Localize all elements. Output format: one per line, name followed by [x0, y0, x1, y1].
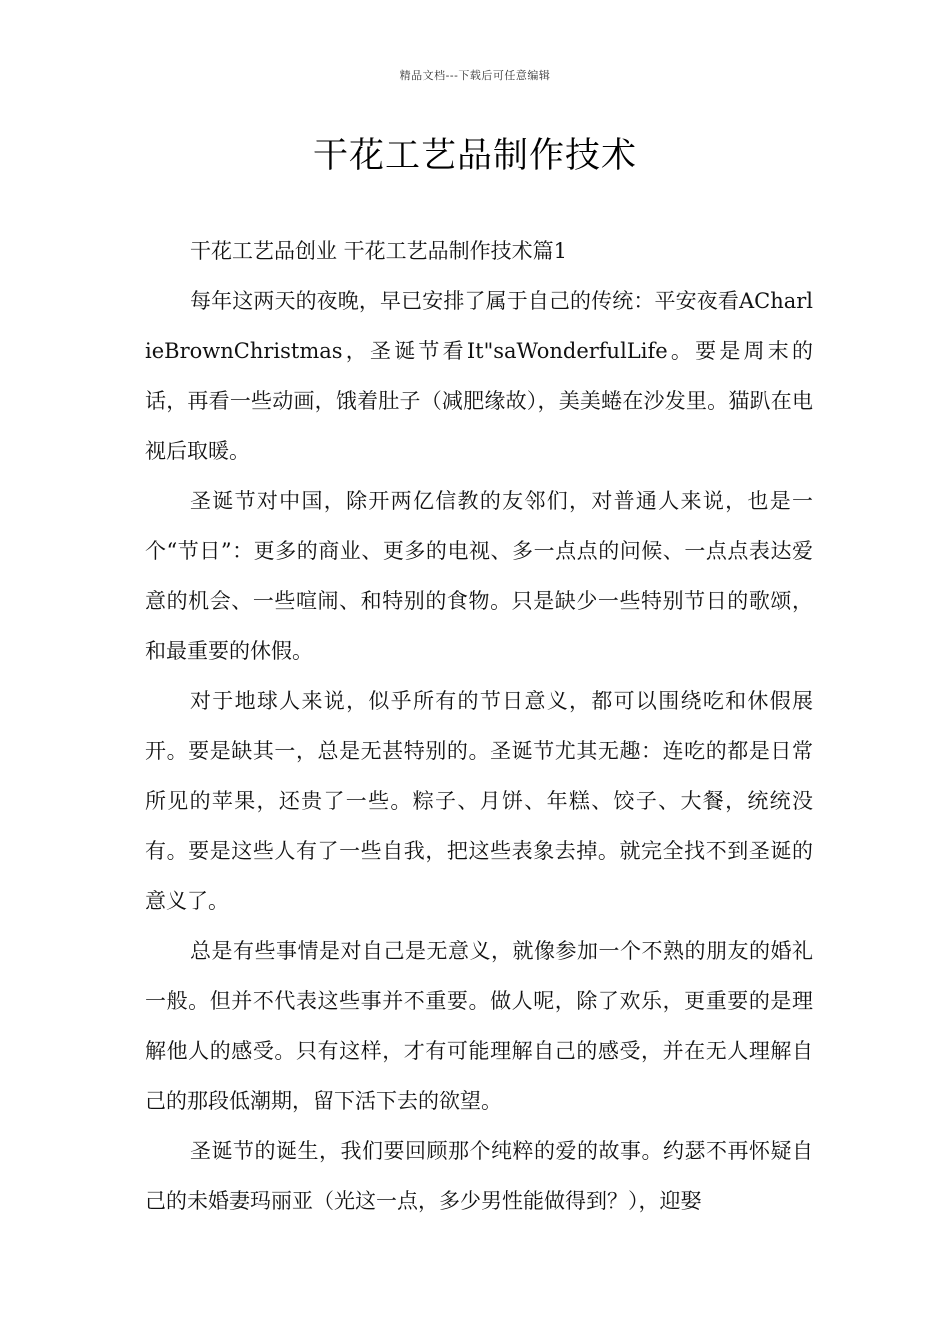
paragraph: 总是有些事情是对自己是无意义，就像参加一个不熟的朋友的婚礼一般。但并不代表这些事并不重要。做人呢，除了欢乐，更重要的是理解他人的感受。只有这样，才有可能理解自己的感受，并在无人理解自己的那段低潮期，留下活下去的欲望。: [145, 939, 813, 1113]
paragraph: 对于地球人来说，似乎所有的节日意义，都可以围绕吃和休假展开。要是缺其一，总是无甚特别的。圣诞节尤其无趣：连吃的都是日常所见的苹果，还贵了一些。粽子、月饼、年糕、饺子、大餐，统统没有。要是这些人有了一些自我，把这些表象去掉。就完全找不到圣诞的意义了。: [145, 689, 813, 913]
header-note: 精品文档---下载后可任意编辑: [399, 69, 551, 82]
section-heading: 干花工艺品创业 干花工艺品制作技术篇1: [190, 239, 568, 263]
document-body: [145, 226, 813, 1226]
paragraph: 每年这两天的夜晚，早已安排了属于自己的传统：平安夜看ACharlieBrownChristmas，圣诞节看It"saWonderfulLife。要是周末的话，再看一些动画，饿着肚子（减肥缘故），美美蜷在沙发里。猫趴在电视后取暖。: [145, 289, 813, 463]
page-title: 干花工艺品制作技术: [312, 136, 637, 176]
paragraph: 圣诞节的诞生，我们要回顾那个纯粹的爱的故事。约瑟不再怀疑自己的未婚妻玛丽亚（光这一点，多少男性能做得到？），迎娶: [145, 1139, 813, 1213]
paragraph: 圣诞节对中国，除开两亿信教的友邻们，对普通人来说，也是一个“节日”：更多的商业、更多的电视、多一点点的问候、一点点表达爱意的机会、一些喧闹、和特别的食物。只是缺少一些特别节日的歌颂，和最重要的休假。: [145, 489, 813, 663]
